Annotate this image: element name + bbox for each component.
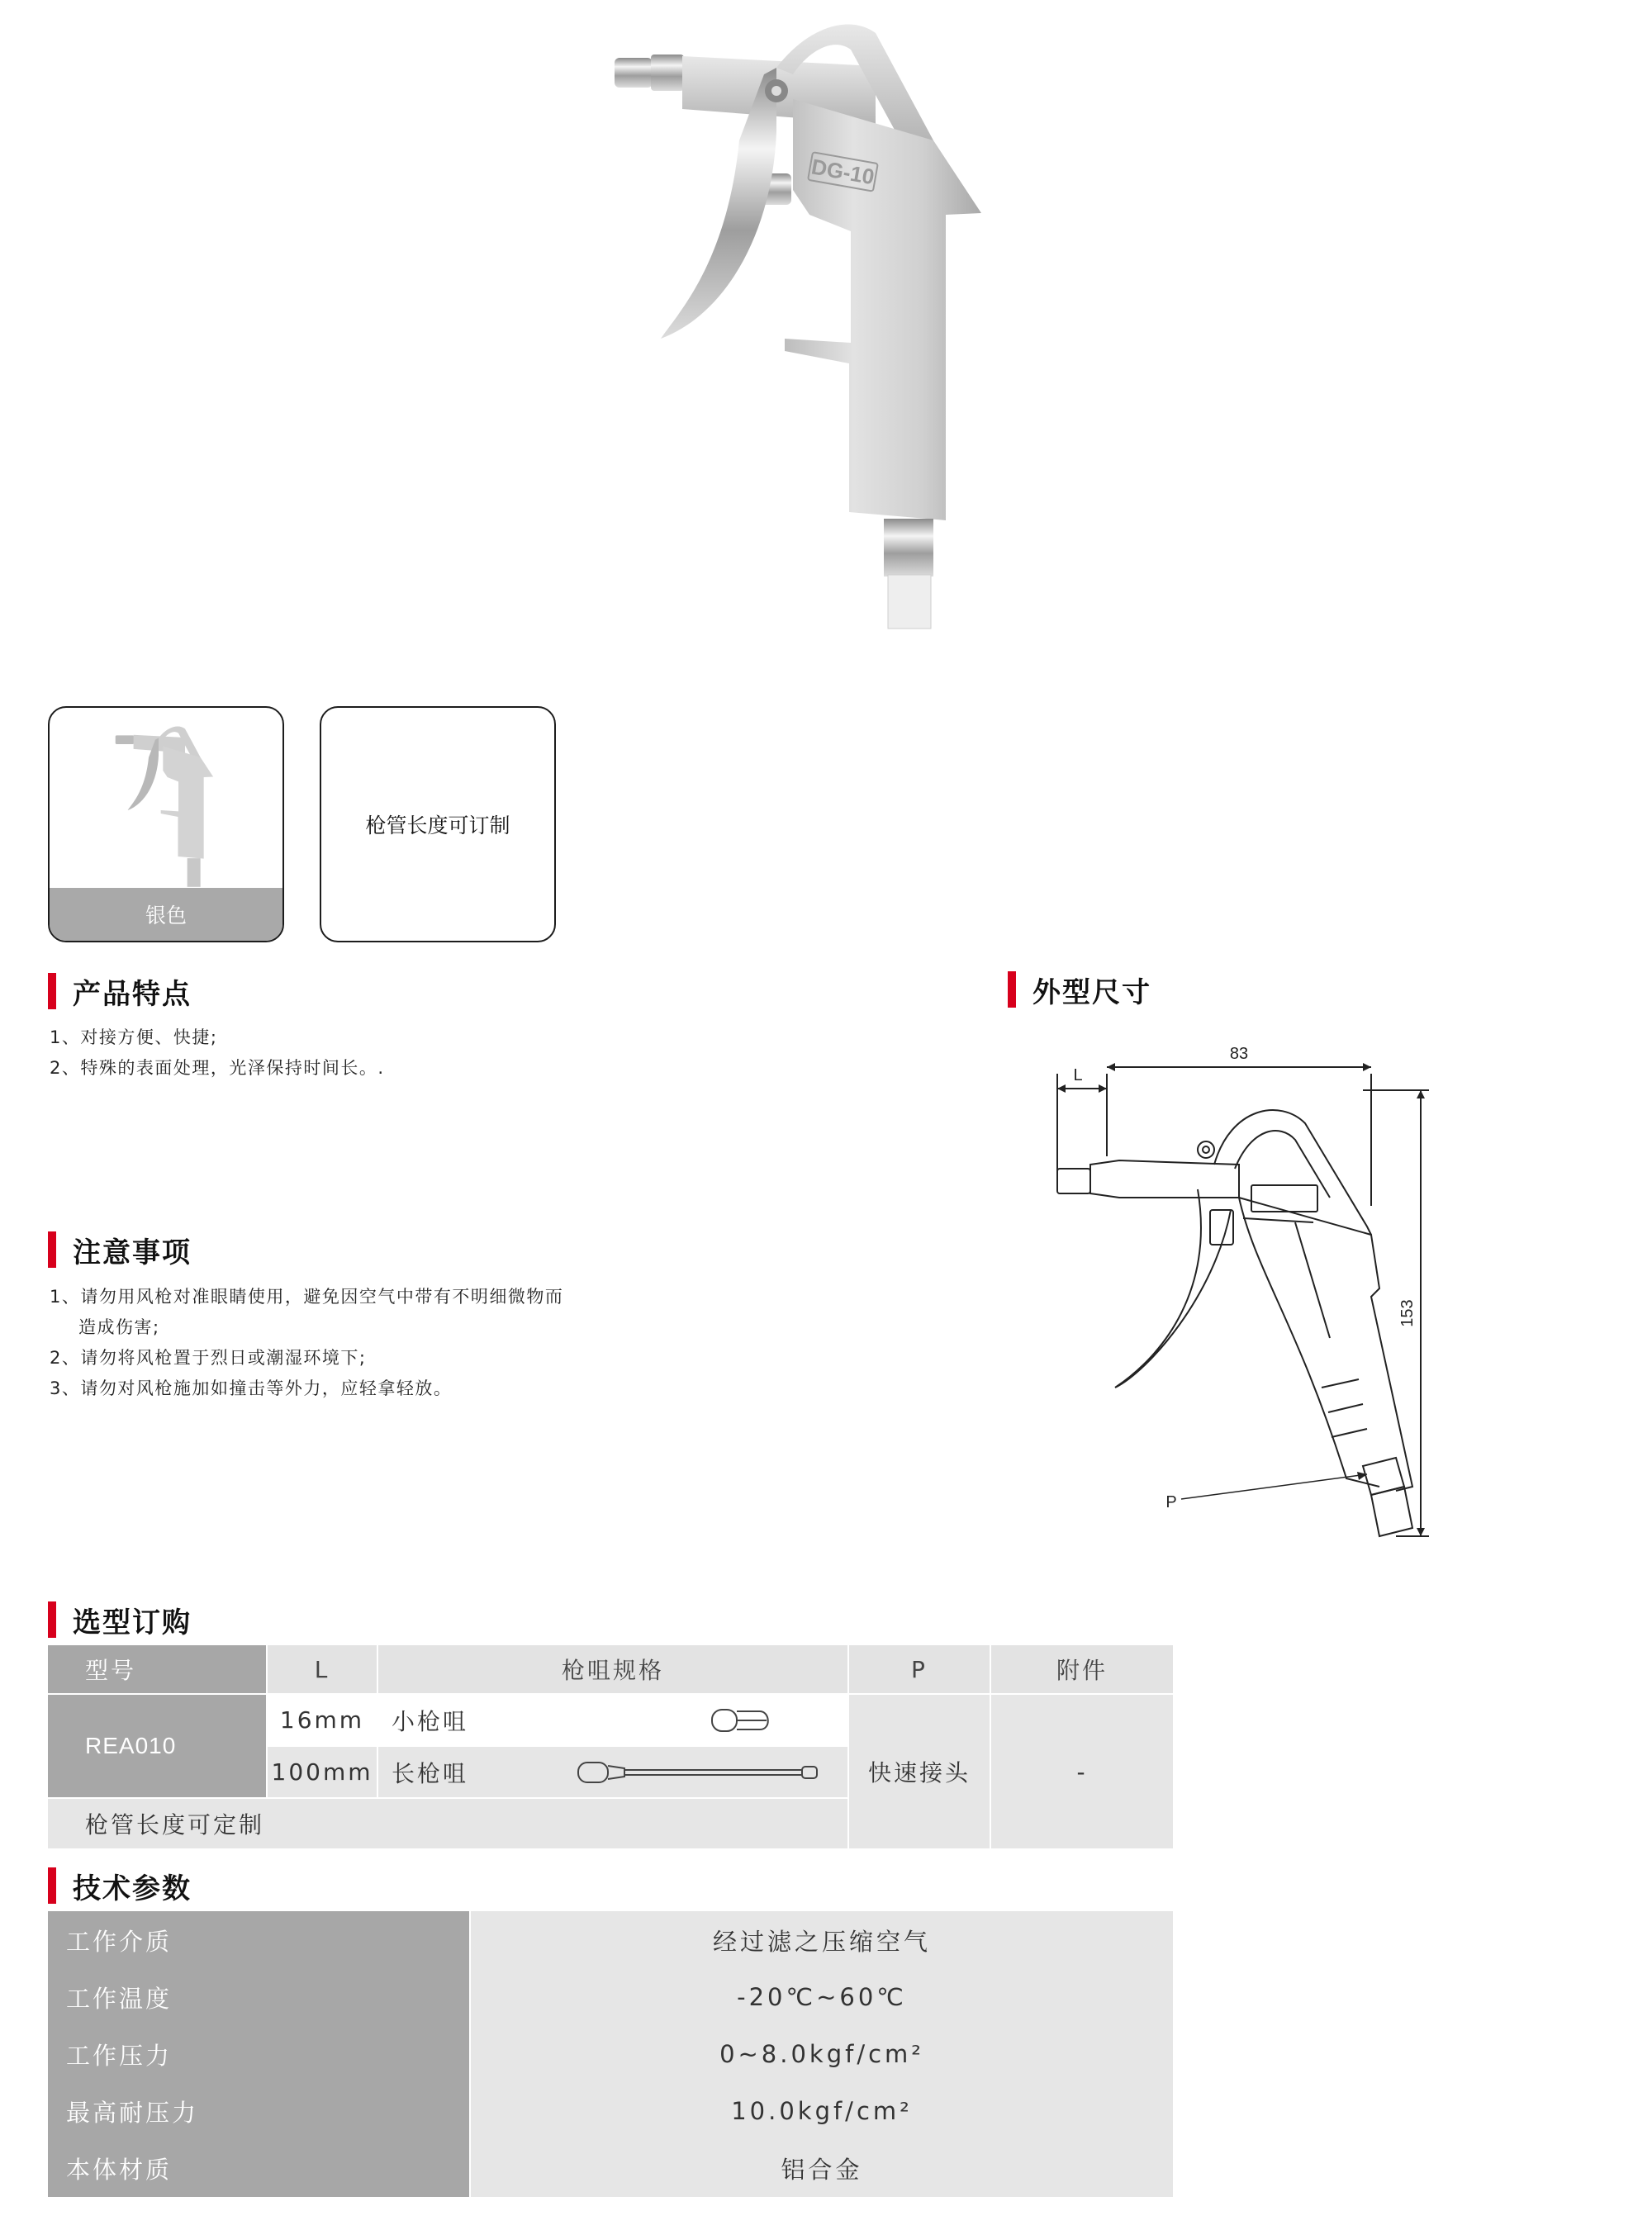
order-table [48, 1645, 1173, 1848]
spec-label: 最高耐压力 [48, 2082, 469, 2140]
dim-label-P: P [1165, 1493, 1177, 1511]
model-cell: REA010 [48, 1695, 266, 1797]
header-model: 型号 [48, 1645, 266, 1693]
dimension-drawing [1032, 1024, 1462, 1553]
row-L-value: 100mm [268, 1747, 377, 1797]
spec-label: 工作压力 [48, 2025, 469, 2083]
precaution-line: 3、请勿对风枪施加如撞击等外力，应轻拿轻放。 [50, 1378, 453, 1398]
header-accessory: 附件 [991, 1645, 1173, 1693]
nozzle-name: 小枪咀 [392, 1707, 469, 1735]
tech-heading [48, 1867, 192, 1905]
spec-value: 0~8.0kgf/cm² [471, 2025, 1173, 2083]
heading-accent-bar [48, 973, 56, 1009]
color-option-silver[interactable] [48, 706, 284, 942]
precaution-line: 造成伤害; [78, 1317, 160, 1337]
table-row [48, 1968, 1173, 2026]
order-heading [48, 1601, 192, 1639]
dim-height-value: 153 [1398, 1299, 1417, 1327]
product-photo [603, 17, 999, 636]
spec-value: 铝合金 [471, 2139, 1173, 2197]
feature-item: 2、特殊的表面处理，光泽保持时间长。. [50, 1058, 385, 1078]
spec-value: -20℃~60℃ [471, 1968, 1173, 2026]
heading-accent-bar [48, 1601, 56, 1638]
header-nozzle: 枪咀规格 [378, 1645, 847, 1693]
row-L-value: 16mm [268, 1695, 377, 1745]
precautions-heading [48, 1231, 192, 1269]
header-L: L [268, 1645, 377, 1693]
spec-value: 经过滤之压缩空气 [471, 1911, 1173, 1969]
nozzle-name: 长枪咀 [392, 1759, 469, 1787]
dimensions-title: 外型尺寸 [1032, 975, 1151, 1009]
tech-title: 技术参数 [73, 1872, 192, 1905]
precautions-title: 注意事项 [73, 1236, 192, 1269]
dim-width-value: 83 [1229, 1045, 1249, 1063]
table-row [48, 2025, 1173, 2083]
spec-label: 工作温度 [48, 1968, 469, 2026]
connector-type: 快速接头 [849, 1695, 990, 1848]
precaution-line: 1、请勿用风枪对准眼睛使用，避免因空气中带有不明细微物而 [50, 1287, 564, 1307]
heading-accent-bar [48, 1231, 56, 1268]
heading-accent-bar [1008, 971, 1016, 1008]
header-P: P [849, 1645, 990, 1693]
silver-label: 银色 [50, 888, 282, 941]
features-title: 产品特点 [73, 977, 192, 1011]
short-nozzle-icon [709, 1706, 775, 1734]
feature-item: 1、对接方便、快捷; [50, 1027, 218, 1047]
dim-label-L: L [1073, 1066, 1083, 1084]
table-row [378, 1695, 847, 1745]
accessory-value: - [991, 1695, 1173, 1848]
custom-length-label: 枪管长度可订制 [365, 814, 510, 837]
spec-value: 10.0kgf/cm² [471, 2082, 1173, 2140]
silver-gun-thumbnail [99, 724, 231, 890]
custom-length-note: 枪管长度可定制 [48, 1799, 847, 1848]
order-title: 选型订购 [73, 1606, 192, 1639]
custom-length-option[interactable] [320, 706, 556, 942]
table-row [48, 1911, 1173, 1969]
spec-label: 本体材质 [48, 2139, 469, 2197]
table-row [48, 2082, 1173, 2140]
heading-accent-bar [48, 1867, 56, 1904]
long-nozzle-icon [575, 1760, 823, 1785]
features-heading [48, 972, 192, 1010]
table-row [378, 1747, 847, 1797]
precaution-line: 2、请勿将风枪置于烈日或潮湿环境下; [50, 1348, 367, 1368]
model-stamp: DG-10 [809, 154, 876, 190]
dimensions-heading [1008, 970, 1151, 1008]
spec-label: 工作介质 [48, 1911, 469, 1969]
table-row [48, 2139, 1173, 2197]
